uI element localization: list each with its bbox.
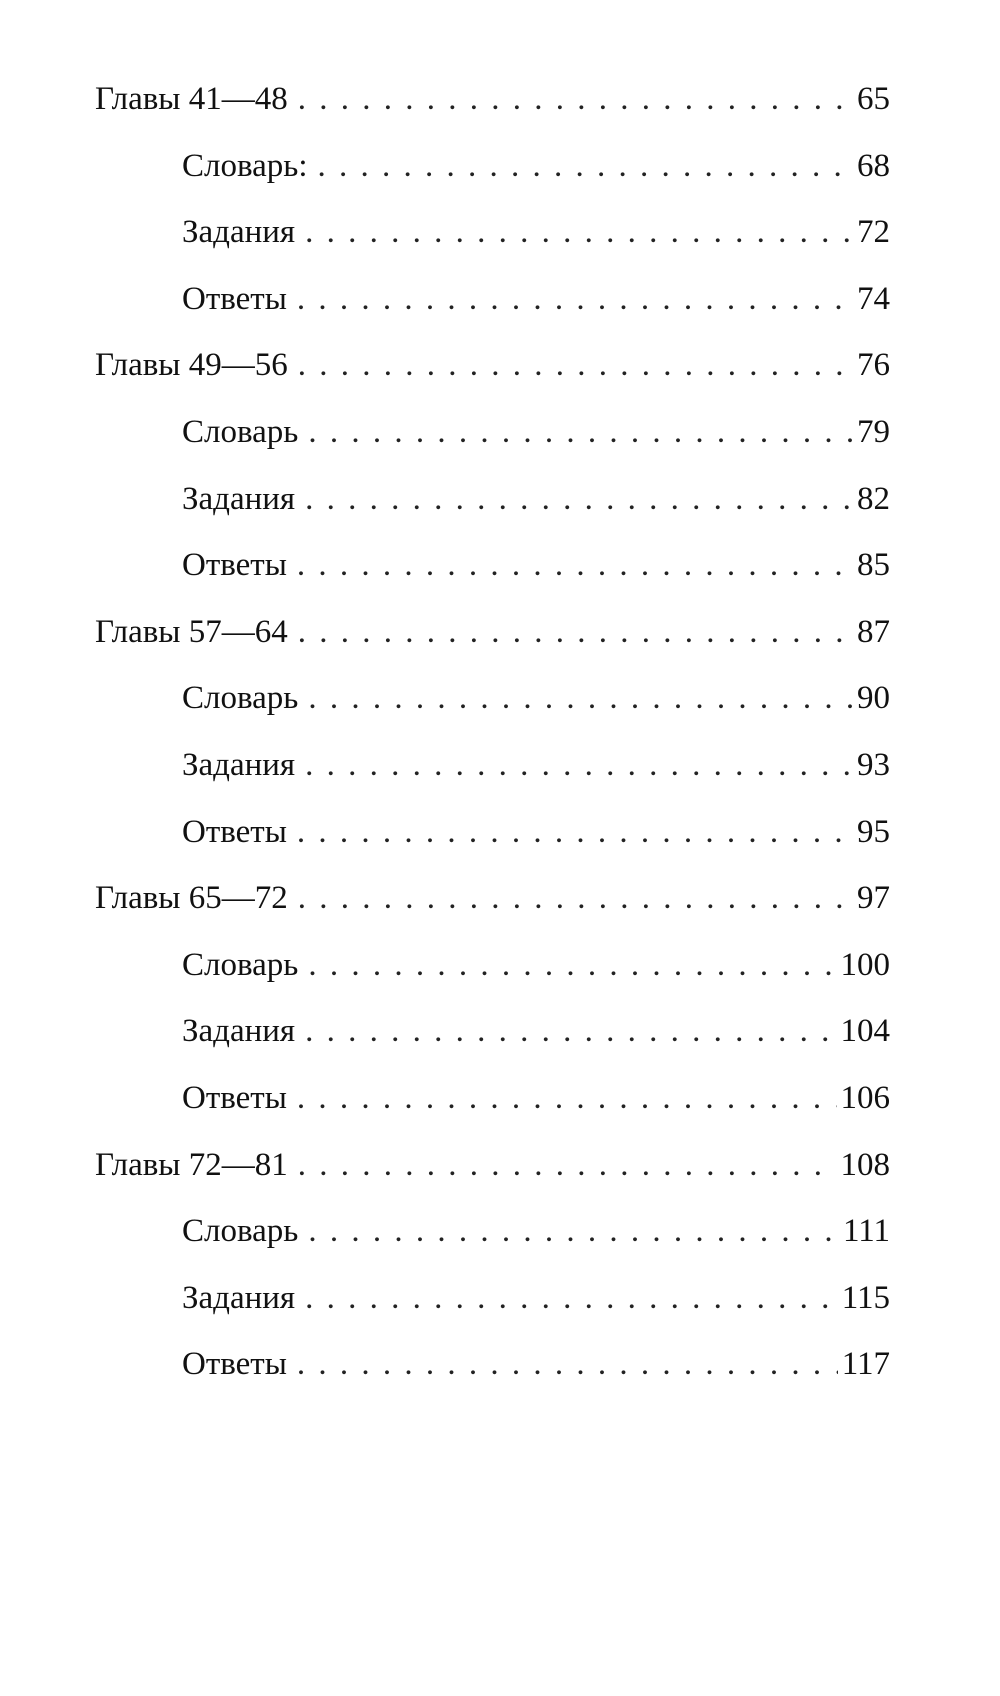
toc-entry-label: Ответы (182, 280, 287, 317)
toc-subentry[interactable] (95, 732, 890, 799)
toc-entry-page: 79 (857, 413, 890, 450)
dot-leader (318, 133, 854, 200)
dot-leader (305, 732, 853, 799)
dot-leader (297, 266, 853, 333)
toc-entry[interactable] (95, 599, 890, 666)
dot-leader (297, 532, 853, 599)
dot-leader (298, 599, 853, 666)
toc-subentry[interactable] (95, 399, 890, 466)
toc-entry-label: Словарь (182, 680, 299, 717)
toc-entry-label: Главы 65—72 (95, 880, 288, 917)
toc-subentry[interactable] (95, 932, 890, 999)
table-of-contents (95, 66, 890, 1398)
toc-entry-page: 74 (857, 280, 890, 317)
dot-leader (305, 466, 853, 533)
toc-entry-label: Словарь: (182, 147, 308, 184)
toc-entry-label: Задания (182, 1279, 296, 1316)
toc-subentry[interactable] (95, 1198, 890, 1265)
toc-entry-page: 65 (857, 81, 890, 117)
toc-subentry[interactable] (95, 1331, 890, 1398)
dot-leader (308, 399, 853, 466)
toc-entry-label: Задания (182, 214, 296, 251)
toc-entry-label: Задания (182, 746, 296, 783)
dot-leader (297, 799, 853, 866)
toc-entry-page: 76 (857, 347, 890, 384)
toc-entry-page: 93 (857, 746, 890, 783)
toc-entry-page: 97 (857, 880, 890, 917)
toc-entry-page: 115 (841, 1279, 890, 1316)
toc-entry-label: Ответы (182, 1079, 287, 1116)
toc-subentry[interactable] (95, 1265, 890, 1332)
dot-leader (297, 1065, 837, 1132)
dot-leader (298, 332, 853, 399)
dot-leader (298, 865, 853, 932)
toc-subentry[interactable] (95, 1065, 890, 1132)
toc-entry-label: Словарь (182, 946, 299, 983)
dot-leader (298, 1132, 837, 1199)
toc-entry-label: Ответы (182, 1346, 287, 1383)
toc-entry-label: Главы 49—56 (95, 347, 288, 384)
toc-entry-page: 87 (857, 613, 890, 650)
dot-leader (298, 66, 853, 133)
dot-leader (297, 1331, 838, 1398)
toc-subentry[interactable] (95, 199, 890, 266)
toc-entry-label: Словарь (182, 1213, 299, 1250)
toc-entry-page: 117 (841, 1346, 890, 1383)
toc-entry-page: 108 (840, 1146, 890, 1183)
dot-leader (305, 1265, 838, 1332)
toc-entry[interactable] (95, 332, 890, 399)
toc-entry-page: 68 (857, 147, 890, 184)
toc-entry-label: Ответы (182, 547, 287, 584)
toc-entry[interactable] (95, 1132, 890, 1199)
toc-entry-label: Задания (182, 480, 296, 517)
toc-entry-page: 106 (840, 1079, 890, 1116)
toc-subentry[interactable] (95, 133, 890, 200)
toc-subentry[interactable] (95, 466, 890, 533)
toc-entry-page: 90 (857, 680, 890, 717)
toc-entry[interactable] (95, 66, 890, 133)
toc-entry[interactable] (95, 865, 890, 932)
toc-entry-page: 82 (857, 480, 890, 517)
toc-entry-page: 104 (840, 1013, 890, 1050)
toc-entry-label: Главы 57—64 (95, 613, 288, 650)
toc-entry-label: Словарь (182, 413, 299, 450)
dot-leader (305, 199, 853, 266)
toc-subentry[interactable] (95, 799, 890, 866)
toc-entry-page: 72 (857, 214, 890, 251)
dot-leader (308, 665, 853, 732)
dot-leader (305, 998, 836, 1065)
toc-subentry[interactable] (95, 532, 890, 599)
toc-entry-label: Главы 41—48 (95, 81, 288, 117)
toc-subentry[interactable] (95, 665, 890, 732)
toc-entry-label: Ответы (182, 813, 287, 850)
dot-leader (308, 1198, 839, 1265)
toc-entry-page: 100 (840, 946, 890, 983)
toc-entry-label: Задания (182, 1013, 296, 1050)
toc-entry-page: 111 (842, 1213, 890, 1250)
toc-entry-page: 95 (857, 813, 890, 850)
toc-entry-label: Главы 72—81 (95, 1146, 288, 1183)
toc-subentry[interactable] (95, 266, 890, 333)
dot-leader (308, 932, 836, 999)
toc-subentry[interactable] (95, 998, 890, 1065)
toc-entry-page: 85 (857, 547, 890, 584)
